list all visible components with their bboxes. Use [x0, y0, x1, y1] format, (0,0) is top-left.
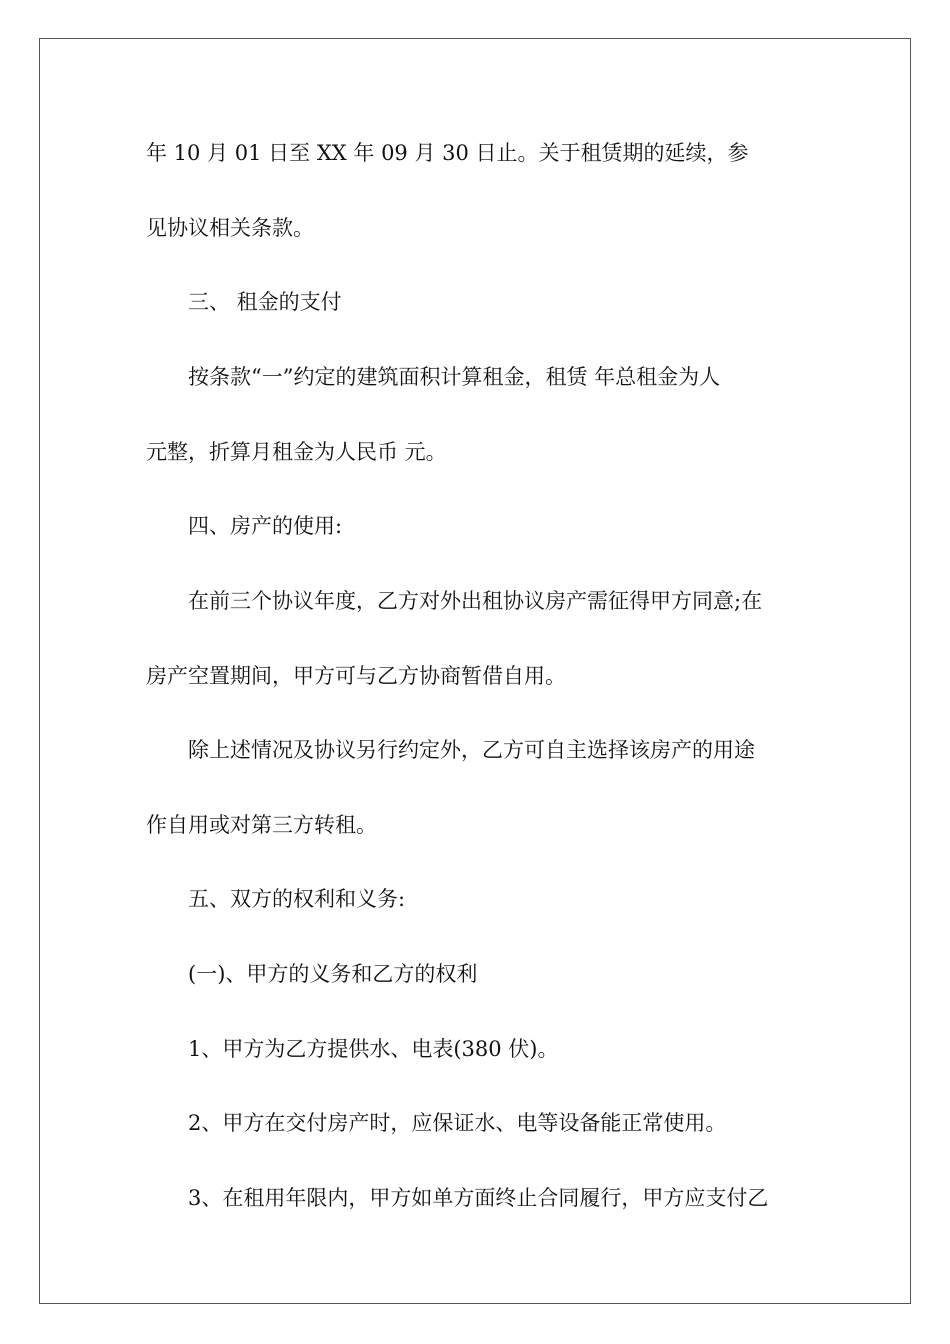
section-heading: 四、房产的使用: [188, 514, 343, 538]
section-heading: 三、 租金的支付 [188, 290, 342, 314]
subsection-heading: (一)、甲方的义务和乙方的权利 [188, 962, 478, 986]
list-item: 3、在租用年限内，甲方如单方面终止合同履行，甲方应支付乙 [188, 1186, 769, 1210]
text-line: 在前三个协议年度，乙方对外出租协议房产需征得甲方同意;在 [188, 589, 763, 613]
text-line: 按条款“一”约定的建筑面积计算租金，租赁 年总租金为人 [188, 365, 721, 389]
text-line: 房产空置期间，甲方可与乙方协商暂借自用。 [146, 664, 566, 688]
text-line: 元整，折算月租金为人民币 元。 [146, 440, 447, 464]
list-item: 2、甲方在交付房产时，应保证水、电等设备能正常使用。 [188, 1111, 727, 1135]
section-heading: 五、双方的权利和义务: [188, 887, 406, 911]
text-line: 除上述情况及协议另行约定外，乙方可自主选择该房产的用途 [188, 738, 755, 762]
text-line: 见协议相关条款。 [146, 216, 314, 240]
text-line: 年 10 月 01 日至 XX 年 09 月 30 日止。关于租赁期的延续，参 [146, 141, 749, 165]
text-line: 作自用或对第三方转租。 [146, 813, 377, 837]
list-item: 1、甲方为乙方提供水、电表(380 伏)。 [188, 1037, 559, 1061]
